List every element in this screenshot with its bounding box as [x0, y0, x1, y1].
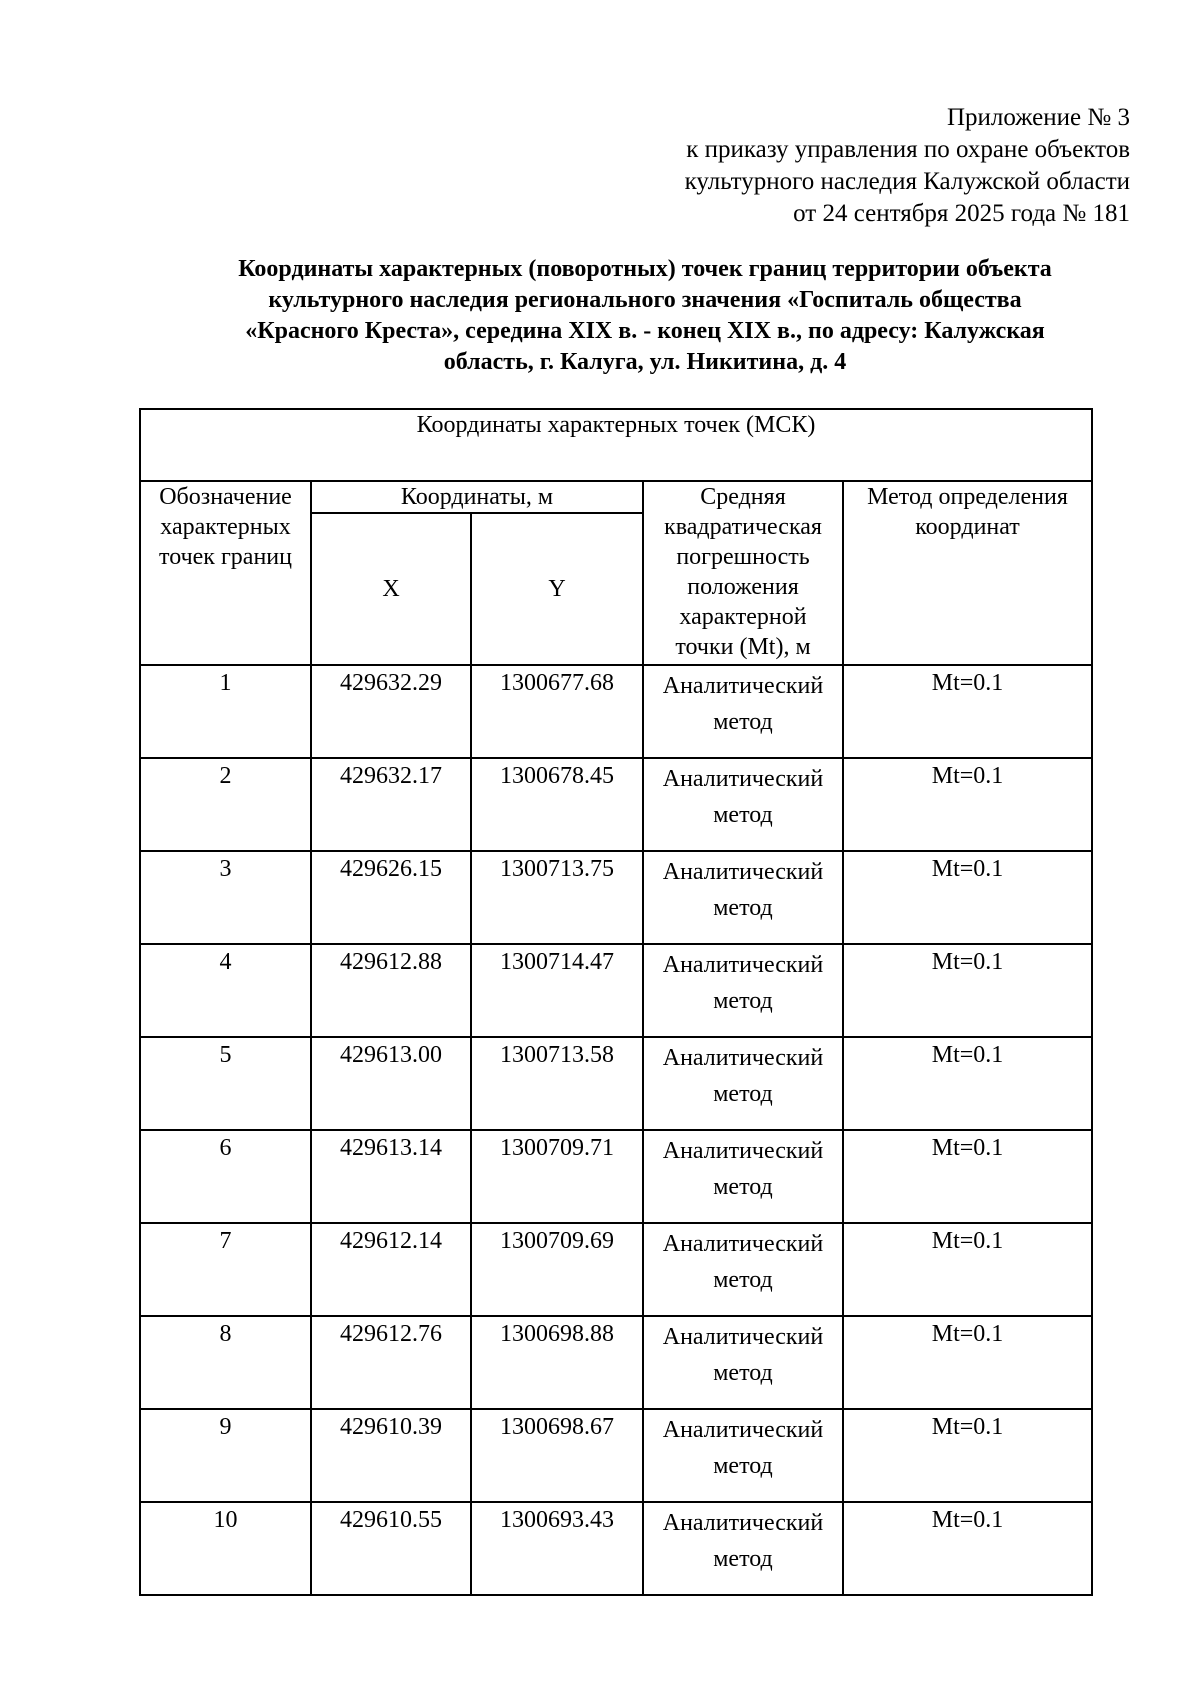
appendix-number: Приложение № 3 [946, 104, 1130, 131]
method-cell: Аналитический метод [643, 1223, 843, 1316]
title-line-2: культурного наследия регионального значения «Госпиталь общества [268, 287, 1022, 313]
x-coordinate-cell: 429626.15 [311, 851, 471, 944]
table-row [140, 1316, 1092, 1409]
mt-cell: Mt=0.1 [843, 758, 1092, 851]
mt-cell: Mt=0.1 [843, 665, 1092, 758]
method-cell: Аналитический метод [643, 944, 843, 1037]
table-row [140, 758, 1092, 851]
point-number-cell: 5 [140, 1037, 311, 1130]
x-coordinate-cell: 429632.17 [311, 758, 471, 851]
mt-cell: Mt=0.1 [843, 1502, 1092, 1595]
header-x: X [311, 513, 471, 665]
point-number-cell: 7 [140, 1223, 311, 1316]
y-coordinate-cell: 1300698.67 [471, 1409, 643, 1502]
y-coordinate-cell: 1300693.43 [471, 1502, 643, 1595]
y-coordinate-cell: 1300713.58 [471, 1037, 643, 1130]
x-coordinate-cell: 429613.00 [311, 1037, 471, 1130]
table-row [140, 1130, 1092, 1223]
x-coordinate-cell: 429613.14 [311, 1130, 471, 1223]
point-number-cell: 4 [140, 944, 311, 1037]
method-cell: Аналитический метод [643, 1409, 843, 1502]
method-cell: Аналитический метод [643, 1130, 843, 1223]
method-cell: Аналитический метод [643, 1037, 843, 1130]
table-row [140, 851, 1092, 944]
y-coordinate-cell: 1300709.69 [471, 1223, 643, 1316]
x-coordinate-cell: 429612.14 [311, 1223, 471, 1316]
appendix-header [685, 102, 1130, 230]
point-number-cell: 6 [140, 1130, 311, 1223]
header-method: Метод определения координат [843, 481, 1092, 665]
document-title [175, 254, 1115, 378]
mt-cell: Mt=0.1 [843, 1037, 1092, 1130]
y-coordinate-cell: 1300713.75 [471, 851, 643, 944]
y-coordinate-cell: 1300714.47 [471, 944, 643, 1037]
method-cell: Аналитический метод [643, 665, 843, 758]
x-coordinate-cell: 429632.29 [311, 665, 471, 758]
x-coordinate-cell: 429610.55 [311, 1502, 471, 1595]
table-row [140, 1037, 1092, 1130]
table-row [140, 944, 1092, 1037]
point-number-cell: 9 [140, 1409, 311, 1502]
header-designation: Обозначение характерных точек границ [140, 481, 311, 665]
caption-row [140, 409, 1092, 481]
point-number-cell: 1 [140, 665, 311, 758]
title-line-4: область, г. Калуга, ул. Никитина, д. 4 [443, 349, 847, 375]
mt-cell: Mt=0.1 [843, 851, 1092, 944]
mt-cell: Mt=0.1 [843, 1409, 1092, 1502]
point-number-cell: 3 [140, 851, 311, 944]
mt-cell: Mt=0.1 [843, 944, 1092, 1037]
method-cell: Аналитический метод [643, 1316, 843, 1409]
table-row [140, 1223, 1092, 1316]
point-number-cell: 2 [140, 758, 311, 851]
appendix-authority-line: культурного наследия Калужской области [684, 168, 1130, 195]
method-cell: Аналитический метод [643, 1502, 843, 1595]
y-coordinate-cell: 1300678.45 [471, 758, 643, 851]
appendix-date-line: от 24 сентября 2025 года № 181 [793, 200, 1130, 227]
appendix-order-line: к приказу управления по охране объектов [686, 136, 1130, 163]
mt-cell: Mt=0.1 [843, 1223, 1092, 1316]
method-cell: Аналитический метод [643, 758, 843, 851]
header-y: Y [471, 513, 643, 665]
table-row [140, 1502, 1092, 1595]
x-coordinate-cell: 429610.39 [311, 1409, 471, 1502]
header-coordinates: Координаты, м [311, 481, 643, 513]
mt-cell: Mt=0.1 [843, 1316, 1092, 1409]
header-error: Средняя квадратическая погрешность положения характерной точки (Mt), м [643, 481, 843, 665]
point-number-cell: 10 [140, 1502, 311, 1595]
y-coordinate-cell: 1300709.71 [471, 1130, 643, 1223]
point-number-cell: 8 [140, 1316, 311, 1409]
method-cell: Аналитический метод [643, 851, 843, 944]
y-coordinate-cell: 1300677.68 [471, 665, 643, 758]
title-line-1: Координаты характерных (поворотных) точек границ территории объекта [238, 256, 1052, 282]
table-row [140, 1409, 1092, 1502]
header-row [140, 481, 1092, 513]
y-coordinate-cell: 1300698.88 [471, 1316, 643, 1409]
table-caption: Координаты характерных точек (МСК) [140, 409, 1092, 481]
mt-cell: Mt=0.1 [843, 1130, 1092, 1223]
table-row [140, 665, 1092, 758]
x-coordinate-cell: 429612.76 [311, 1316, 471, 1409]
coordinates-table [139, 408, 1093, 1596]
x-coordinate-cell: 429612.88 [311, 944, 471, 1037]
title-line-3: «Красного Креста», середина XIX в. - конец XIX в., по адресу: Калужская [245, 318, 1045, 344]
